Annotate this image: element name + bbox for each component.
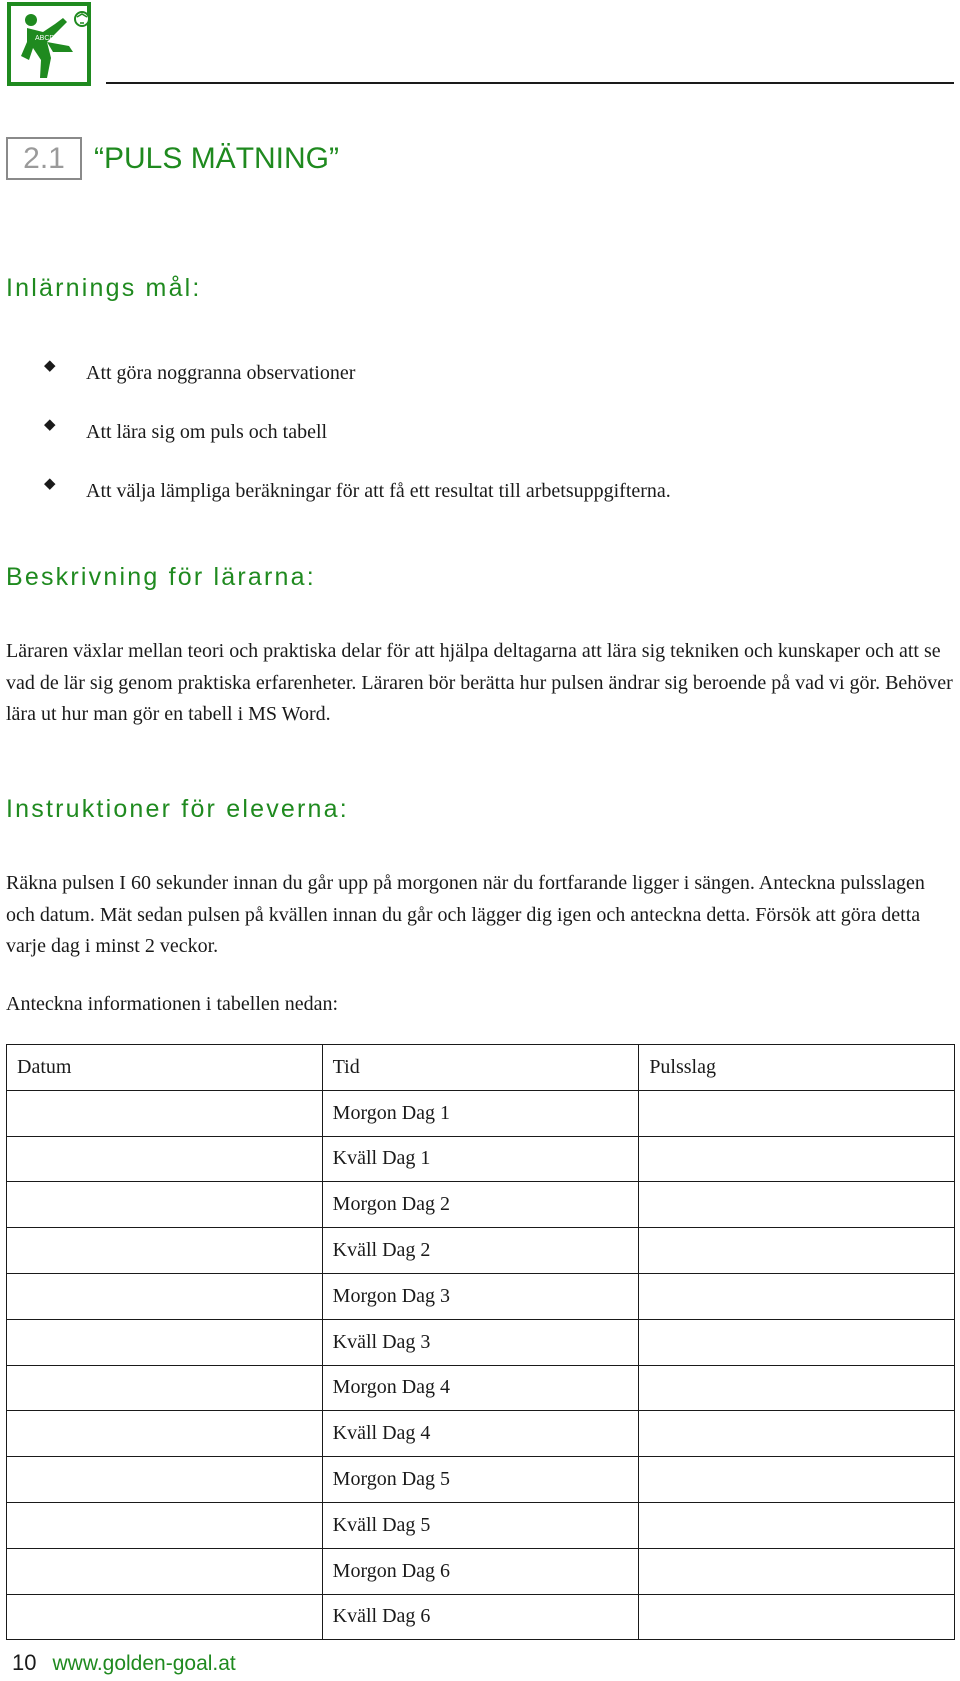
date-cell[interactable] <box>7 1228 323 1274</box>
page-footer <box>12 1650 236 1676</box>
pulse-cell[interactable] <box>639 1090 955 1136</box>
time-cell: Morgon Dag 1 <box>322 1090 639 1136</box>
diamond-bullet-icon: ◆ <box>44 358 56 374</box>
column-header-date: Datum <box>7 1045 323 1091</box>
pulse-cell[interactable] <box>639 1228 955 1274</box>
list-item <box>44 462 671 521</box>
students-heading: Instruktioner för eleverna: <box>6 795 349 823</box>
section-heading <box>6 137 339 180</box>
football-kick-logo-icon <box>7 2 91 86</box>
time-cell: Morgon Dag 2 <box>322 1182 639 1228</box>
header-rule <box>106 82 954 84</box>
table-row <box>7 1594 955 1640</box>
pulse-cell[interactable] <box>639 1594 955 1640</box>
time-cell: Kväll Dag 1 <box>322 1136 639 1182</box>
list-item-text: Att välja lämpliga beräkningar för att få ett resultat till arbetsuppgifterna. <box>86 480 671 502</box>
time-cell: Kväll Dag 5 <box>322 1502 639 1548</box>
svg-text:ABCD: ABCD <box>35 35 55 42</box>
goals-heading: Inlärnings mål: <box>6 274 202 302</box>
column-header-pulse: Pulsslag <box>639 1045 955 1091</box>
time-cell: Morgon Dag 3 <box>322 1273 639 1319</box>
table-row <box>7 1228 955 1274</box>
list-item-text: Att göra noggranna observationer <box>86 362 356 384</box>
date-cell[interactable] <box>7 1136 323 1182</box>
pulse-table <box>6 1044 955 1640</box>
time-cell: Kväll Dag 3 <box>322 1319 639 1365</box>
website-link[interactable]: www.golden-goal.at <box>52 1652 236 1675</box>
table-row <box>7 1090 955 1136</box>
pulse-cell[interactable] <box>639 1273 955 1319</box>
diamond-bullet-icon: ◆ <box>44 476 56 492</box>
pulse-cell[interactable] <box>639 1136 955 1182</box>
time-cell: Morgon Dag 6 <box>322 1548 639 1594</box>
time-cell: Kväll Dag 6 <box>322 1594 639 1640</box>
table-row <box>7 1319 955 1365</box>
table-row <box>7 1365 955 1411</box>
table-header-row <box>7 1045 955 1091</box>
students-instructions: Räkna pulsen I 60 sekunder innan du går upp på morgonen när du fortfarande ligger i sängen. Anteckna pulsslagen och datum. Mät sedan pulsen på kvällen innan du går och lägger dig igen och anteckna detta. Försök att göra detta varje dag i minst 2 veckor. <box>6 872 925 957</box>
table-row <box>7 1273 955 1319</box>
time-cell: Morgon Dag 4 <box>322 1365 639 1411</box>
date-cell[interactable] <box>7 1182 323 1228</box>
pulse-cell[interactable] <box>639 1502 955 1548</box>
list-item <box>44 344 671 403</box>
section-number: 2.1 <box>6 137 82 180</box>
column-header-time: Tid <box>322 1045 639 1091</box>
time-cell: Kväll Dag 4 <box>322 1411 639 1457</box>
list-item <box>44 403 671 462</box>
date-cell[interactable] <box>7 1411 323 1457</box>
pulse-cell[interactable] <box>639 1457 955 1503</box>
table-row <box>7 1182 955 1228</box>
date-cell[interactable] <box>7 1365 323 1411</box>
page-number: 10 <box>12 1650 37 1675</box>
pulse-cell[interactable] <box>639 1182 955 1228</box>
table-row <box>7 1457 955 1503</box>
pulse-cell[interactable] <box>639 1411 955 1457</box>
table-row <box>7 1502 955 1548</box>
teachers-heading: Beskrivning för lärarna: <box>6 563 316 591</box>
date-cell[interactable] <box>7 1319 323 1365</box>
date-cell[interactable] <box>7 1594 323 1640</box>
date-cell[interactable] <box>7 1457 323 1503</box>
table-intro: Anteckna informationen i tabellen nedan: <box>6 993 339 1015</box>
date-cell[interactable] <box>7 1090 323 1136</box>
table-row <box>7 1411 955 1457</box>
teachers-description: Läraren växlar mellan teori och praktiska delar för att hjälpa deltagarna att lära sig tekniken och kunskaper och att se vad de lär sig genom praktiska erfarenheter. Läraren bör berätta hur pulsen ändrar sig beroende på vad vi gör. Behöver lära ut hur man gör en tabell i MS Word. <box>6 640 953 725</box>
date-cell[interactable] <box>7 1273 323 1319</box>
table-row <box>7 1136 955 1182</box>
date-cell[interactable] <box>7 1502 323 1548</box>
pulse-cell[interactable] <box>639 1319 955 1365</box>
table-row <box>7 1548 955 1594</box>
diamond-bullet-icon: ◆ <box>44 417 56 433</box>
pulse-cell[interactable] <box>639 1365 955 1411</box>
goals-list <box>44 344 671 521</box>
section-title: “PULS MÄTNING” <box>94 141 340 175</box>
time-cell: Kväll Dag 2 <box>322 1228 639 1274</box>
pulse-cell[interactable] <box>639 1548 955 1594</box>
list-item-text: Att lära sig om puls och tabell <box>86 421 328 443</box>
date-cell[interactable] <box>7 1548 323 1594</box>
time-cell: Morgon Dag 5 <box>322 1457 639 1503</box>
